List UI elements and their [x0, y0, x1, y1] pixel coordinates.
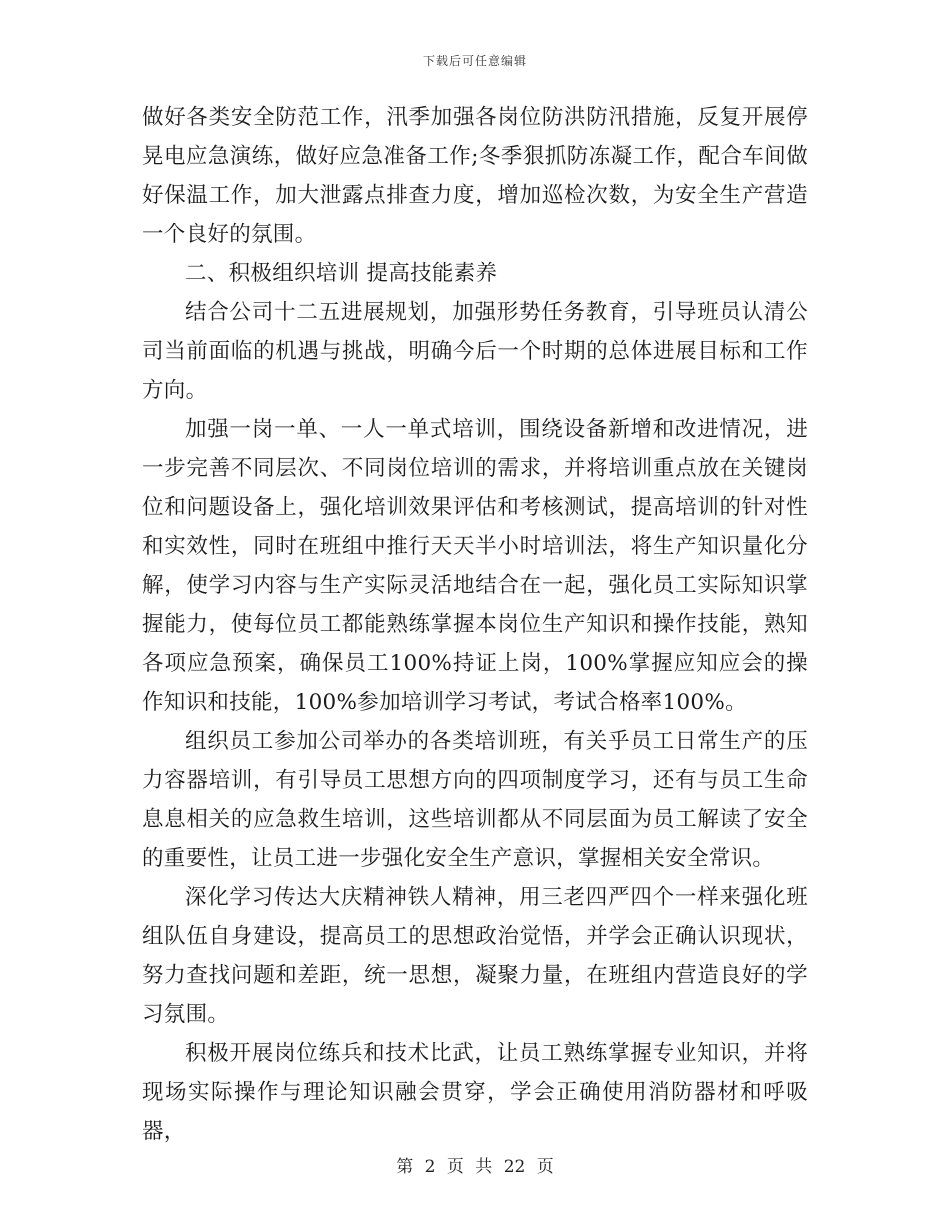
paragraph: 积极开展岗位练兵和技术比武，让员工熟练掌握专业知识，并将现场实际操作与理论知识融会贯穿，学会正确使用消防器材和呼吸器， [142, 1041, 808, 1144]
paragraph: 加强一岗一单、一人一单式培训，围绕设备新增和改进情况，进一步完善不同层次、不同岗位培训的需求，并将培训重点放在关键岗位和问题设备上，强化培训效果评估和考核测试，提高培训的针对性和实效性，同时在班组中推行天天半小时培训法，将生产知识量化分解，使学习内容与生产实际灵活地结合在一起，强化员工实际知识掌握能力，使每位员工都能熟练掌握本岗位生产知识和操作技能，熟知各项应急预案，确保员工100%持证上岗，100%掌握应知应会的操作知识和技能，100%参加培训学习考试，考试合格率100%。 [142, 417, 808, 715]
section-heading: 二、积极组织培训 提高技能素养 [185, 261, 498, 286]
document-body [142, 98, 808, 1151]
paragraph: 组织员工参加公司举办的各类培训班，有关乎员工日常生产的压力容器培训，有引导员工思想方向的四项制度学习，还有与员工生命息息相关的应急救生培训，这些培训都从不同层面为员工解读了安全的重要性，让员工进一步强化安全生产意识，掌握相关安全常识。 [142, 729, 808, 871]
page-number: 第 2 页 共 22 页 [396, 1157, 554, 1177]
paragraph: 深化学习传达大庆精神铁人精神，用三老四严四个一样来强化班组队伍自身建设，提高员工的思想政治觉悟，并学会正确认识现状，努力查找问题和差距，统一思想，凝聚力量，在班组内营造良好的学习氛围。 [142, 885, 808, 1027]
paragraph-continuation: 做好各类安全防范工作，汛季加强各岗位防洪防汛措施，反复开展停晃电应急演练，做好应急准备工作;冬季狠抓防冻凝工作，配合车间做好保温工作，加大泄露点排查力度，增加巡检次数，为安全生产营造一个良好的氛围。 [142, 105, 808, 247]
paragraph: 结合公司十二五进展规划，加强形势任务教育，引导班员认清公司当前面临的机遇与挑战，明确今后一个时期的总体进展目标和工作方向。 [142, 300, 808, 403]
page-header: 下载后可任意编辑 [422, 54, 527, 68]
